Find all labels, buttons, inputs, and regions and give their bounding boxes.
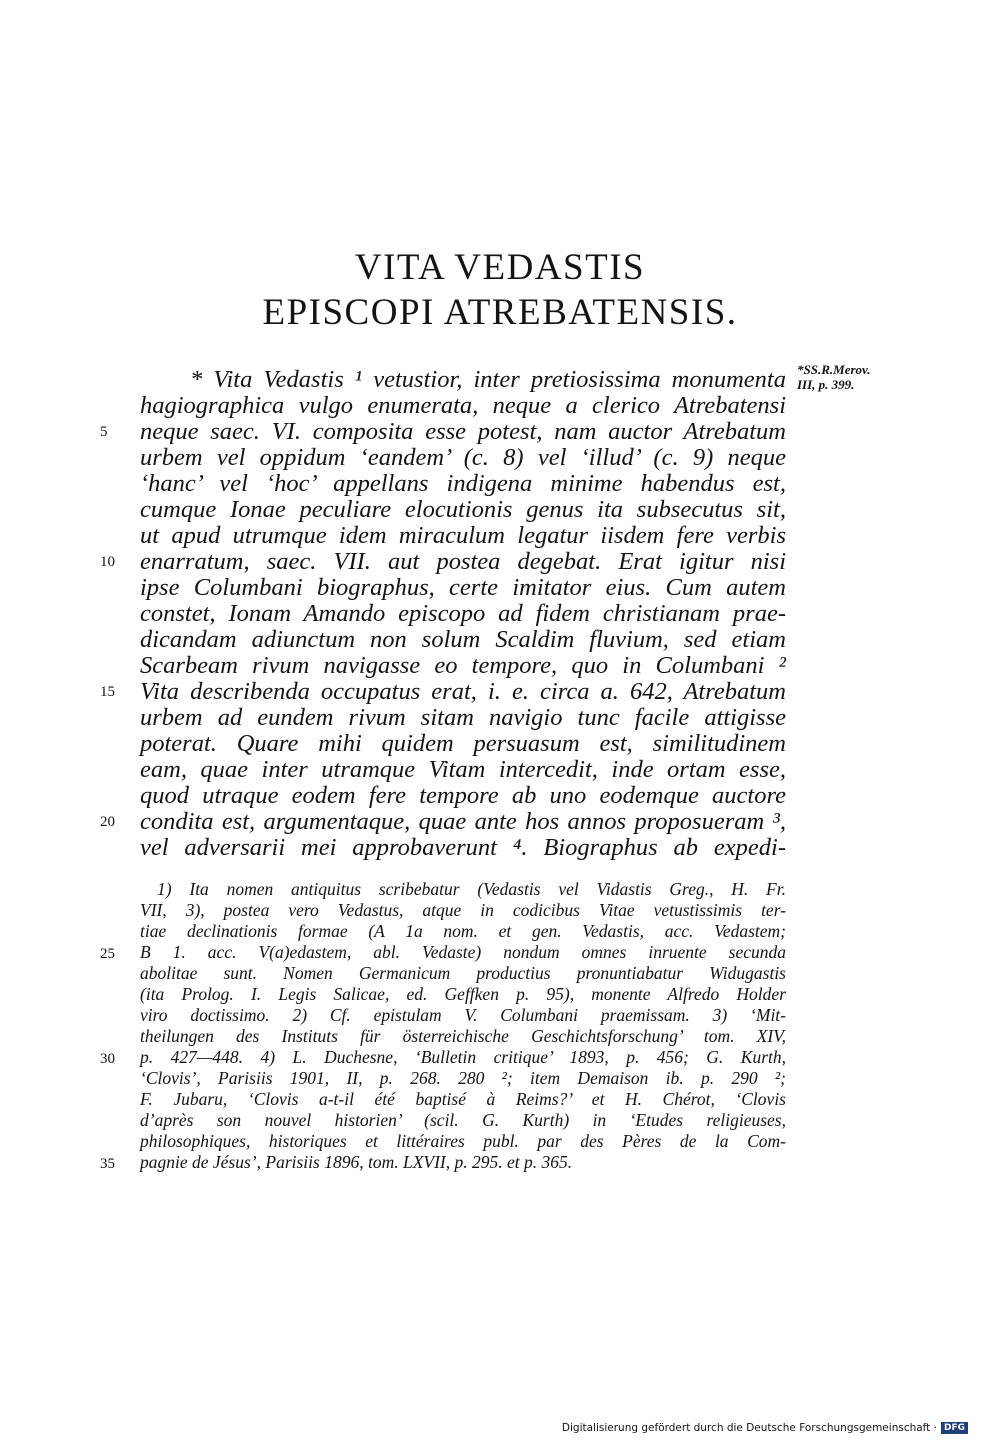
footnote-line: (ita Prolog. I. Legis Salicae, ed. Geffken p. 95), monente Alfredo Holder — [140, 984, 786, 1004]
footnote-line: VII, 3), postea vero Vedastus, atque in codicibus Vitae vetustissimis ter- — [140, 900, 786, 920]
footnote-line: abolitae sunt. Nomen Germanicum productius pronuntiabatur Widugastis — [140, 963, 786, 983]
body-line: vel adversarii mei approbaverunt ⁴. Biographus ab expedi- — [140, 834, 786, 861]
footnote-line: philosophiques, historiques et littéraires publ. par des Pères de la Com- — [140, 1131, 786, 1151]
footnote-line: viro doctissimo. 2) Cf. epistulam V. Columbani praemissam. 3) ‘Mit- — [140, 1005, 786, 1025]
body-line: cumque Ionae peculiare elocutionis genus ita subsecutus sit, — [140, 496, 786, 523]
margin-reference-line2: III, p. 399. — [797, 377, 855, 392]
footnote-line: F. Jubaru, ‘Clovis a-t-il été baptisé à Reims?’ et H. Chérot, ‘Clovis — [140, 1089, 786, 1109]
body-line: ‘hanc’ vel ‘hoc’ appellans indigena minime habendus est, — [140, 470, 786, 497]
footnote-line: B 1. acc. V(a)edastem, abl. Vedaste) nondum omnes inruente secunda — [140, 942, 786, 962]
page-title-line2: EPISCOPI ATREBATENSIS. — [262, 292, 738, 333]
footnote-line: d’après son nouvel historien’ (scil. G. Kurth) in ‘Etudes religieuses, — [140, 1110, 786, 1130]
margin-reference-line1: *SS.R.Merov. — [797, 362, 871, 377]
body-line: enarratum, saec. VII. aut postea degebat. Erat igitur nisi — [140, 548, 786, 575]
body-line: neque saec. VI. composita esse potest, nam auctor Atrebatum — [140, 418, 786, 445]
footnote-line: ‘Clovis’, Parisiis 1901, II, p. 268. 280 ²; item Demaison ib. p. 290 ²; — [140, 1068, 786, 1088]
body-line: poterat. Quare mihi quidem persuasum est, similitudinem — [140, 730, 786, 757]
body-line: condita est, argumentaque, quae ante hos annos proposueram ³, — [140, 808, 786, 835]
body-line: quod utraque eodem fere tempore ab uno eodemque auctore — [140, 782, 786, 809]
footnote-line: theilungen des Instituts für österreichische Geschichtsforschung’ tom. XIV, — [140, 1026, 786, 1046]
body-line: Vita describenda occupatus erat, i. e. circa a. 642, Atrebatum — [140, 678, 786, 705]
line-number: 5 — [100, 424, 108, 440]
body-line: ut apud utrumque idem miraculum legatur iisdem fere verbis — [140, 522, 786, 549]
body-line: constet, Ionam Amando episcopo ad fidem christianam prae- — [140, 600, 786, 627]
footnote-line: 1) Ita nomen antiquitus scribebatur (Vedastis vel Vidastis Greg., H. Fr. — [157, 879, 786, 899]
line-number: 10 — [100, 554, 115, 570]
footnote-line: pagnie de Jésus’, Parisiis 1896, tom. LXVII, p. 295. et p. 365. — [140, 1152, 573, 1172]
footnote-line: p. 427—448. 4) L. Duchesne, ‘Bulletin critique’ 1893, p. 456; G. Kurth, — [140, 1047, 786, 1067]
dfg-logo: DFG — [941, 1422, 968, 1434]
body-line: ipse Columbani biographus, certe imitator eius. Cum autem — [140, 574, 786, 601]
line-number: 30 — [100, 1051, 115, 1067]
line-number: 15 — [100, 684, 115, 700]
body-line: Scarbeam rivum navigasse eo tempore, quo in Columbani ² — [140, 652, 786, 679]
body-line: urbem vel oppidum ‘eandem’ (c. 8) vel ‘illud’ (c. 9) neque — [140, 444, 786, 471]
body-line: urbem ad eundem rivum sitam navigio tunc facile attigisse — [140, 704, 786, 731]
footnote-line: tiae declinationis formae (A 1a nom. et gen. Vedastis, acc. Vedastem; — [140, 921, 786, 941]
line-number: 25 — [100, 946, 115, 962]
line-number: 35 — [100, 1156, 115, 1172]
page-title-line1: VITA VEDASTIS — [354, 247, 646, 288]
body-line: hagiographica vulgo enumerata, neque a clerico Atrebatensi — [140, 392, 786, 419]
funding-footer — [562, 1422, 968, 1434]
body-line: dicandam adiunctum non solum Scaldim fluvium, sed etiam — [140, 626, 786, 653]
body-line: eam, quae inter utramque Vitam intercedit, inde ortam esse, — [140, 756, 786, 783]
funding-text: Digitalisierung gefördert durch die Deutsche Forschungsgemeinschaft · — [561, 1422, 937, 1434]
body-line: * Vita Vedastis ¹ vetustior, inter pretiosissima monumenta — [190, 366, 786, 393]
line-number: 20 — [100, 814, 115, 830]
